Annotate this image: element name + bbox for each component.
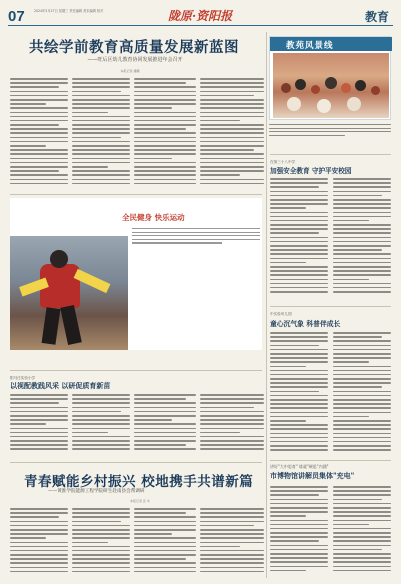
side-article-2-column-2 — [333, 332, 391, 456]
horizontal-rule-1 — [10, 194, 262, 195]
side-article-2-title: 童心沉气象 科普伴成长 — [270, 320, 341, 328]
masthead — [8, 6, 393, 26]
date-line: 2024年3月27日 星期三 责任编辑 美术编辑 校对 — [34, 9, 104, 13]
paper-name: 陇原·资阳报 — [168, 9, 233, 23]
bottom-article-column-4 — [200, 508, 264, 578]
side-article-3-column-1 — [270, 486, 328, 578]
lead-article-title: 共绘学前教育高质量发展新蓝图 — [29, 39, 239, 56]
side-article-3-kicker: 讲好"大中思育" 练就"硬思"内涵" — [270, 464, 329, 469]
side-article-1-column-2 — [333, 178, 391, 296]
side-horizontal-rule-2 — [270, 306, 391, 307]
gallery-header — [270, 37, 392, 51]
side-article-2-kicker: 中实验幼儿园 — [270, 312, 292, 316]
side-article-1-column-1 — [270, 178, 328, 296]
bottom-article-byline: 本报记者 张 华 — [130, 499, 150, 503]
horizontal-rule-3 — [10, 462, 262, 463]
photo-feature-caption — [132, 228, 260, 262]
bottom-article-subtitle: ——黄淮学院能源工程学院研生赴南县会帮调研 — [48, 489, 145, 494]
bottom-article-title: 青春赋能乡村振兴 校地携手共谱新篇 — [24, 474, 254, 490]
page-number: 07 — [8, 8, 25, 25]
bottom-article-column-1 — [10, 508, 68, 578]
bottom-article-column-2 — [72, 508, 130, 578]
lead-article-column-1 — [10, 78, 68, 188]
gallery-box — [269, 36, 391, 120]
lead-article-byline: 本报记者 潘鹏 — [120, 69, 140, 73]
gallery-photo — [273, 53, 389, 118]
photo-feature-label: 全民健身 快乐运动 — [122, 213, 185, 222]
side-horizontal-rule-1 — [270, 154, 391, 155]
mid-article-title: 以视配教践风采 以研促质育新苗 — [10, 381, 111, 390]
side-article-3-title: 市博物馆讲解员集体"充电" — [270, 471, 355, 480]
horizontal-rule-2 — [10, 370, 262, 371]
side-article-1-kicker: 在第三十八中学 — [270, 160, 296, 164]
mid-article-column-1 — [10, 394, 68, 456]
bottom-article-column-3 — [134, 508, 196, 578]
vertical-column-rule — [266, 32, 267, 578]
lead-article-column-2 — [72, 78, 130, 188]
photo-feature-image — [10, 236, 128, 350]
gallery-title: 教苑风景线 — [286, 41, 334, 51]
lead-article-subtitle: ——旺后区幼儿教育协同发展推进年会召开 — [87, 57, 183, 63]
mid-article-column-2 — [72, 394, 130, 456]
gallery-caption — [269, 124, 391, 148]
lead-article-column-4 — [200, 78, 264, 188]
mid-article-column-4 — [200, 394, 264, 456]
side-article-3-column-2 — [333, 486, 391, 578]
lead-article-column-3 — [134, 78, 196, 188]
side-horizontal-rule-3 — [270, 460, 391, 461]
side-article-1-title: 加强安全教育 守护平安校园 — [270, 167, 352, 175]
section-name: 教育 — [364, 10, 389, 24]
side-article-2-column-1 — [270, 332, 328, 456]
mid-article-column-3 — [134, 394, 196, 456]
mid-article-kicker: 阳马庄实验小学 — [10, 376, 36, 380]
